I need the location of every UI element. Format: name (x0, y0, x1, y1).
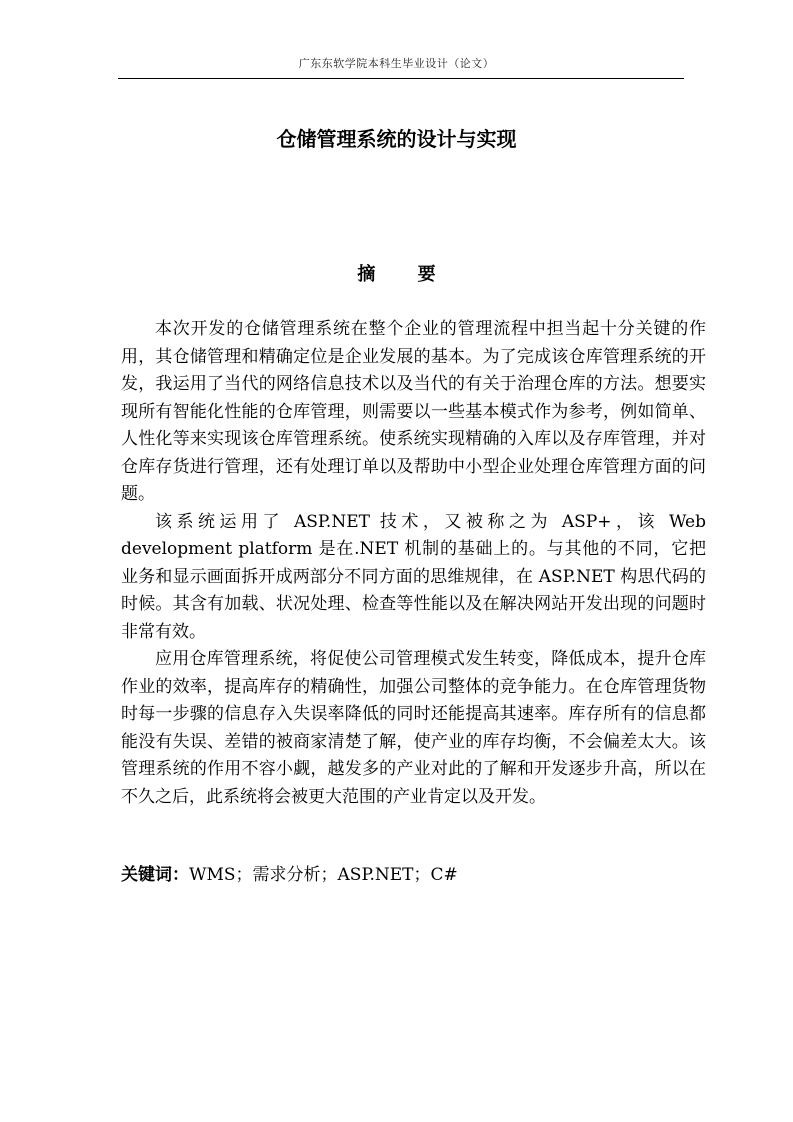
header-rule (118, 78, 684, 79)
abstract-paragraph: 本次开发的仓储管理系统在整个企业的管理流程中担当起十分关键的作用，其仓储管理和精确定位是企业发展的基本。为了完成该仓库管理系统的开发，我运用了当代的网络信息技术以及当代的有关于治理仓库的方法。想要实现所有智能化性能的仓库管理，则需要以一些基本模式作为参考，例如简单、人性化等来实现该仓库管理系统。使系统实现精确的入库以及存库管理，并对仓库存货进行管理，还有处理订单以及帮助中小型企业处理仓库管理方面的问题。 (121, 319, 706, 504)
paper-title: 仓储管理系统的设计与实现 (276, 127, 517, 151)
running-header: 广东东软学院本科生毕业设计（论文） (298, 57, 495, 70)
keywords-text: WMS；需求分析；ASP.NET；C# (189, 865, 458, 885)
abstract-paragraph: 应用仓库管理系统，将促使公司管理模式发生转变，降低成本，提升仓库作业的效率，提高库存的精确性，加强公司整体的竞争能力。在仓库管理货物时每一步骤的信息存入失误率降低的同时还能提高其速率。库存所有的信息都能没有失误、差错的被商家清楚了解，使产业的库存均衡，不会偏差太大。该管理系统的作用不容小觑，越发多的产业对此的了解和开发逐步升高，所以在不久之后，此系统将会被更大范围的产业肯定以及开发。 (121, 649, 706, 807)
abstract-heading: 摘 要 (357, 264, 454, 285)
keywords-line (121, 860, 706, 885)
abstract-paragraph: 该系统运用了 ASP.NET 技术，又被称之为 ASP+，该 Web development platform 是在.NET 机制的基础上的。与其他的不同，它把业务和显示画面拆开成两部分不同方面的思维规律，在 ASP.NET 构思代码的时候。其含有加载、状况处理、检查等性能以及在解决网站开发出现的问题时非常有效。 (121, 511, 706, 642)
abstract-body (121, 316, 706, 811)
keywords-label: 关键词： (121, 865, 189, 885)
